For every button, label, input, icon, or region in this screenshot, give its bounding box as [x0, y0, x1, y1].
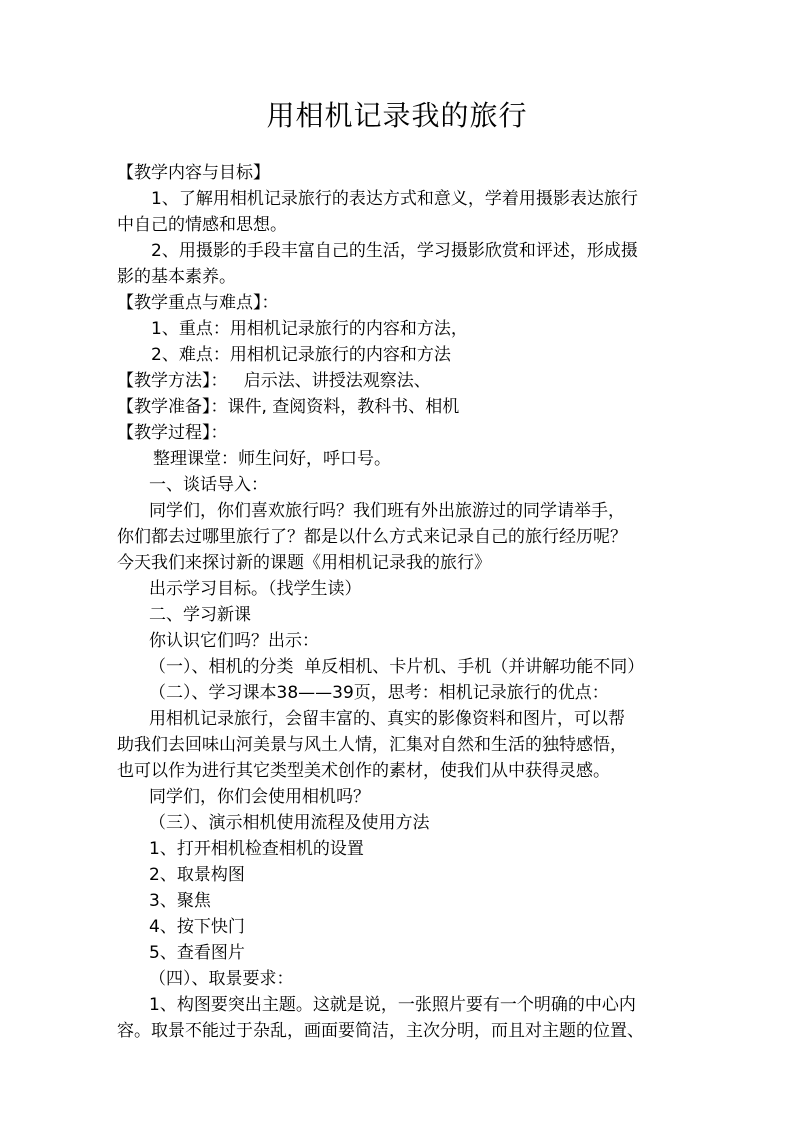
- list-item: 1、打开相机检查相机的设置: [149, 839, 364, 859]
- paragraph-line: 二、学习新课: [149, 605, 251, 625]
- paragraph-line: （三）、演示相机使用流程及使用方法: [149, 813, 430, 833]
- paragraph-line: （一）、相机的分类 单反相机、卡片机、手机（并讲解功能不同）: [149, 657, 645, 677]
- section-heading-methods: 【教学方法】： 启示法、讲授法观察法、: [117, 371, 431, 391]
- paragraph-line: 助我们去回味山河美景与风土人情，汇集对自然和生活的独特感悟，: [117, 735, 627, 755]
- paragraph-line: 2、难点：用相机记录旅行的内容和方法: [151, 345, 451, 365]
- paragraph-line: 用相机记录旅行，会留丰富的、真实的影像资料和图片，可以帮: [149, 709, 625, 729]
- paragraph-line: 2、用摄影的手段丰富自己的生活，学习摄影欣赏和评述，形成摄: [151, 241, 638, 261]
- section-heading-content-goals: 【教学内容与目标】: [117, 163, 270, 183]
- paragraph-line: （四）、取景要求：: [149, 969, 294, 989]
- paragraph-line: 同学们，你们会使用相机吗？: [149, 787, 370, 807]
- paragraph-line: 影的基本素养。: [117, 267, 236, 287]
- document-body: [117, 160, 687, 1044]
- paragraph-line: 中自己的情感和思想。: [117, 215, 287, 235]
- paragraph-line: 容。取景不能过于杂乱，画面要简洁，主次分明，而且对主题的位置、: [117, 1021, 644, 1041]
- section-heading-key-points: 【教学重点与难点】：: [117, 293, 279, 313]
- paragraph-line: 也可以作为进行其它类型美术创作的素材，使我们从中获得灵感。: [117, 761, 610, 781]
- paragraph-line: 1、构图要突出主题。这就是说，一张照片要有一个明确的中心内: [149, 995, 636, 1015]
- paragraph-line: （二）、学习课本38——39页，思考：相机记录旅行的优点：: [149, 683, 609, 703]
- paragraph-line: 同学们，你们喜欢旅行吗？我们班有外出旅游过的同学请举手，: [149, 501, 625, 521]
- paragraph-line: 出示学习目标。（找学生读）: [149, 579, 362, 599]
- paragraph-line: 今天我们来探讨新的课题《用相机记录我的旅行》: [117, 553, 491, 573]
- paragraph-line: 一、谈话导入：: [149, 475, 268, 495]
- paragraph-line: 整理课堂：师生问好，呼口号。: [153, 449, 391, 469]
- list-item: 4、按下快门: [149, 917, 245, 937]
- document-title: 用相机记录我的旅行: [266, 99, 528, 132]
- list-item: 2、取景构图: [149, 865, 245, 885]
- section-heading-process: 【教学过程】：: [117, 423, 228, 443]
- paragraph-line: 1、重点：用相机记录旅行的内容和方法，: [151, 319, 468, 339]
- section-heading-preparation: 【教学准备】：课件, 查阅资料，教科书、相机: [117, 397, 460, 417]
- paragraph-line: 你认识它们吗？出示：: [149, 631, 319, 651]
- list-item: 5、查看图片: [149, 943, 245, 963]
- list-item: 3、聚焦: [149, 891, 211, 911]
- paragraph-line: 你们都去过哪里旅行了？都是以什么方式来记录自己的旅行经历呢？: [117, 527, 627, 547]
- paragraph-line: 1、了解用相机记录旅行的表达方式和意义，学着用摄影表达旅行: [151, 189, 638, 209]
